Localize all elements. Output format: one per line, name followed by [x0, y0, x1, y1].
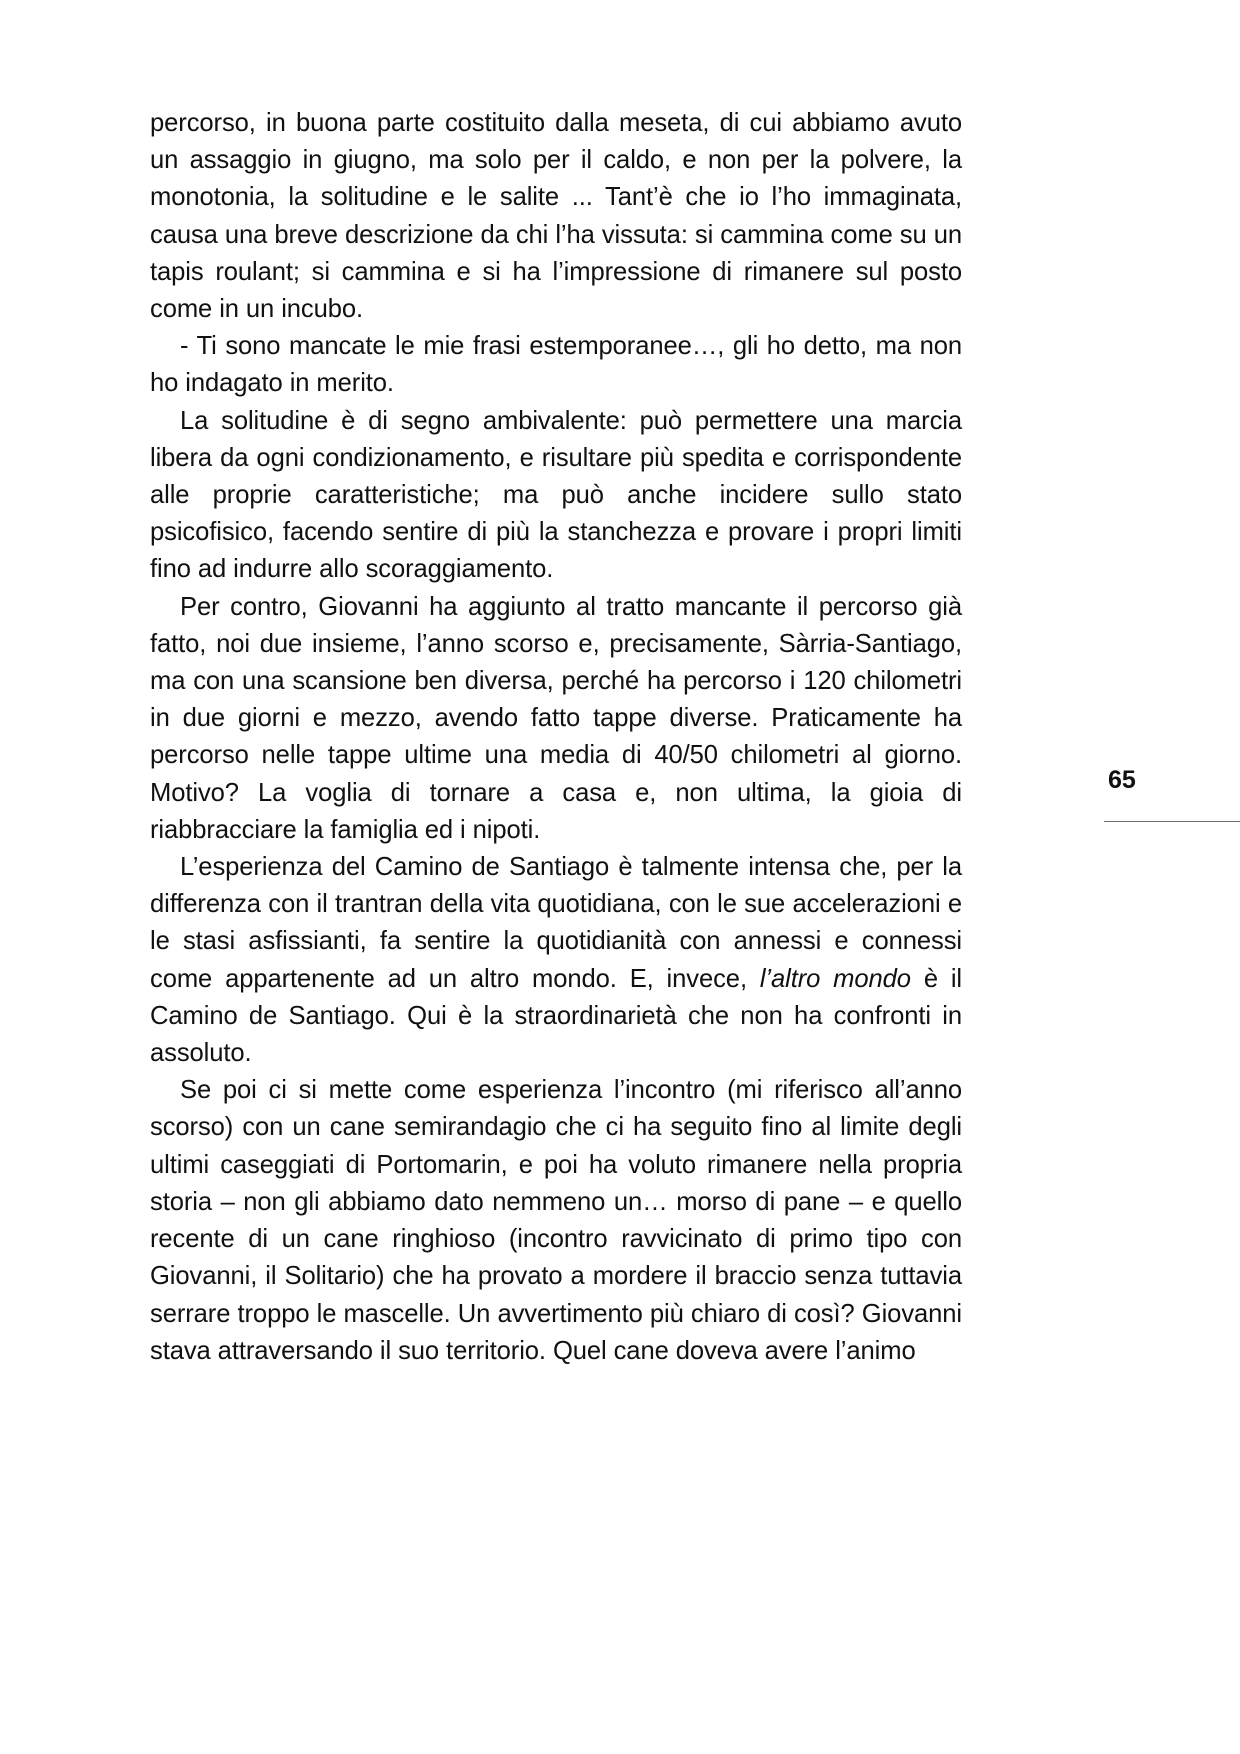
- paragraph-3: La solitudine è di segno ambivalente: può permettere una marcia libera da ogni condizionamento, e risultare più spedita e corrispondente alle proprie caratteristiche; ma può anche incidere sullo stato psicofisico, facendo sentire di più la stanchezza e provare i propri limiti fino ad indurre allo scoraggiamento.: [150, 406, 962, 584]
- paragraph-2: - Ti sono mancate le mie frasi estemporanee…, gli ho detto, ma non ho indagato in merito.: [150, 332, 962, 398]
- page-number: 65: [1108, 766, 1136, 794]
- paragraph-5: [150, 849, 962, 1072]
- paragraph-4: Per contro, Giovanni ha aggiunto al tratto mancante il percorso già fatto, noi due insieme, l’anno scorso e, precisamente, Sàrria-Santiago, ma con una scansione ben diversa, perché ha percorso i 120 chilometri in due giorni e mezzo, avendo fatto tappe diverse. Praticamente ha percorso nelle tappe ultime una media di 40/50 chilometri al giorno. Motivo? La voglia di tornare a casa e, non ultima, la gioia di riabbracciare la famiglia ed i nipoti.: [150, 592, 962, 844]
- page-number-rule: [1104, 821, 1240, 822]
- emphasis-text: l’altro mondo: [759, 964, 911, 993]
- body-text-column: [150, 105, 962, 1370]
- paragraph-6: Se poi ci si mette come esperienza l’incontro (mi riferisco all’anno scorso) con un cane semirandagio che ci ha seguito fino al limite degli ultimi caseggiati di Portomarin, e poi ha voluto rimanere nella propria storia – non gli abbiamo dato nemmeno un… morso di pane – e quello recente di un cane ringhioso (incontro ravvicinato di primo tipo con Giovanni, il Solitario) che ha provato a mordere il braccio senza tuttavia serrare troppo le mascelle. Un avvertimento più chiaro di così? Giovanni stava attraversando il suo territorio. Quel cane doveva avere l’animo: [150, 1076, 962, 1365]
- paragraph-1: percorso, in buona parte costituito dalla meseta, di cui abbiamo avuto un assaggio in giugno, ma solo per il caldo, e non per la polvere, la monotonia, la solitudine e le salite ... Tant’è che io l’ho immaginata, causa una breve descrizione da chi l’ha vissuta: si cammina come su un tapis roulant; si cammina e si ha l’impressione di rimanere sul posto come in un incubo.: [150, 109, 962, 324]
- run-text: L’esperienza del Camino de Santiago è talmente intensa che, per la differenza con il trantran della vita quotidiana, con le sue accelerazioni e le stasi asfissianti, fa sentire la quotidianità con annessi e connessi come appartenente ad un altro mondo. E, invece,: [150, 853, 962, 993]
- run-text: è il Camino de Santiago. Qui è la straordinarietà che non ha confronti in assoluto.: [150, 964, 963, 1068]
